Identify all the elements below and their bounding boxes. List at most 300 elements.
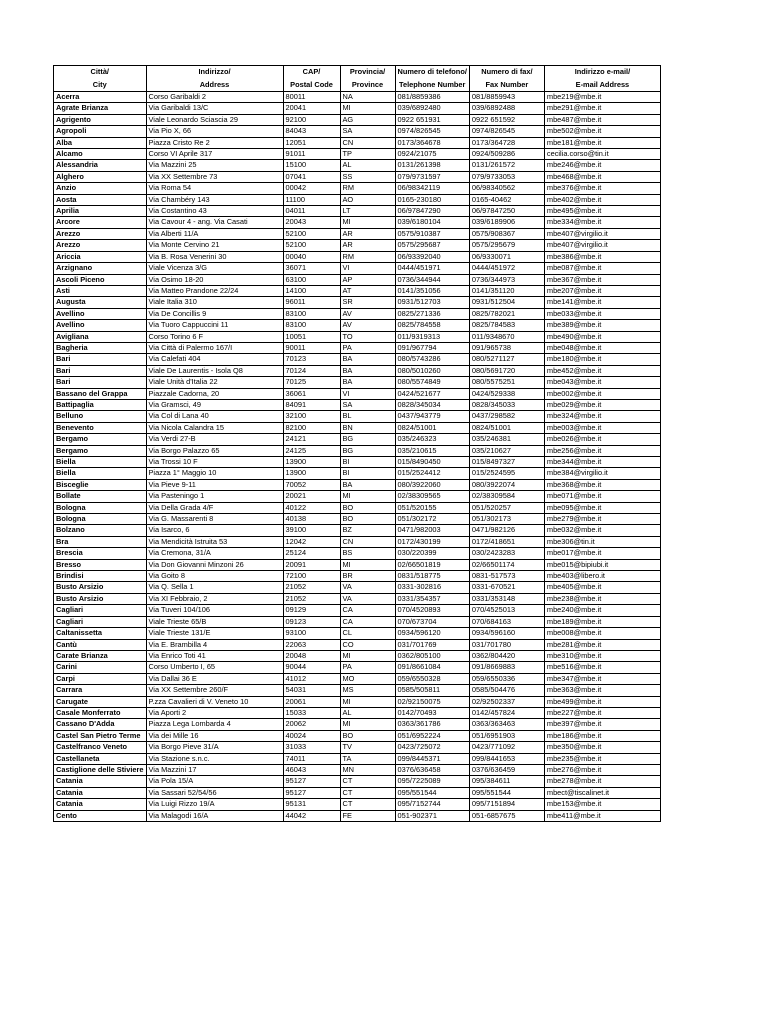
postal-code-cell: 40024 [283,730,340,741]
city-cell: Casale Monferrato [54,707,147,718]
province-cell: SA [340,126,395,137]
postal-code-cell: 70123 [283,354,340,365]
header-province: Provincia/ [340,66,395,79]
telephone-cell: 070/4520893 [395,605,469,616]
province-cell: AV [340,308,395,319]
postal-code-cell: 80011 [283,92,340,103]
address-cell: Via B. Rosa Venerini 30 [146,251,283,262]
postal-code-cell: 09123 [283,616,340,627]
table-row [54,308,661,319]
city-cell: Bra [54,536,147,547]
postal-code-cell: 20041 [283,103,340,114]
email-cell: mbe087@mbe.it [544,263,660,274]
province-cell: AL [340,160,395,171]
province-cell: CA [340,616,395,627]
email-cell: mbe397@mbe.it [544,719,660,730]
fax-cell: 070/684163 [469,616,544,627]
telephone-cell: 079/9731597 [395,171,469,182]
postal-code-cell: 20091 [283,559,340,570]
city-cell: Alghero [54,171,147,182]
province-cell: BI [340,457,395,468]
table-row [54,285,661,296]
city-cell: Catania [54,787,147,798]
province-cell: PA [340,342,395,353]
table-row [54,673,661,684]
postal-code-cell: 44042 [283,810,340,821]
table-row [54,251,661,262]
fax-cell: 0736/344973 [469,274,544,285]
province-cell: MI [340,696,395,707]
address-cell: Via E. Brambilla 4 [146,639,283,650]
table-row [54,571,661,582]
telephone-cell: 02/92150075 [395,696,469,707]
postal-code-cell: 24121 [283,434,340,445]
table-row [54,399,661,410]
postal-code-cell: 72100 [283,571,340,582]
email-cell: mbe291@mbe.it [544,103,660,114]
city-cell: Agrigento [54,114,147,125]
city-cell: Bari [54,365,147,376]
telephone-cell: 0142/70493 [395,707,469,718]
address-cell: Via Monte Cervino 21 [146,240,283,251]
city-cell: Bagheria [54,342,147,353]
fax-cell: 080/3922074 [469,479,544,490]
email-cell: mbe334@mbe.it [544,217,660,228]
province-cell: BG [340,434,395,445]
address-cell: Via Dallai 36 E [146,673,283,684]
telephone-cell: 06/98342119 [395,183,469,194]
postal-code-cell: 83100 [283,320,340,331]
telephone-cell: 0424/521677 [395,388,469,399]
email-cell: mbe276@mbe.it [544,764,660,775]
city-cell: Castelfranco Veneto [54,742,147,753]
province-cell: MI [340,491,395,502]
province-cell: CN [340,536,395,547]
province-cell: CA [340,605,395,616]
province-cell: FE [340,810,395,821]
address-cell: Via Enrico Toti 41 [146,650,283,661]
address-cell: Via XX Settembre 73 [146,171,283,182]
email-cell: mbe516@mbe.it [544,662,660,673]
postal-code-cell: 90011 [283,342,340,353]
address-cell: Via Alberti 11/A [146,228,283,239]
address-cell: Via Mazzini 25 [146,160,283,171]
province-cell: CL [340,628,395,639]
table-row [54,605,661,616]
province-cell: AO [340,194,395,205]
header-postal-code: CAP/ [283,66,340,79]
postal-code-cell: 15100 [283,160,340,171]
telephone-cell: 0165-230180 [395,194,469,205]
email-cell: mbe306@tin.it [544,536,660,547]
email-cell: mbe279@mbe.it [544,514,660,525]
telephone-cell: 0825/784558 [395,320,469,331]
postal-code-cell: 52100 [283,240,340,251]
table-row [54,445,661,456]
address-cell: Via Città di Palermo 167/I [146,342,283,353]
address-cell: Corso Umberto I, 65 [146,662,283,673]
fax-cell: 0173/364728 [469,137,544,148]
email-cell: mbe180@mbe.it [544,354,660,365]
table-row [54,377,661,388]
telephone-cell: 035/210615 [395,445,469,456]
city-cell: Carrara [54,685,147,696]
city-cell: Benevento [54,422,147,433]
address-cell: Via Costantino 43 [146,206,283,217]
telephone-cell: 0172/430199 [395,536,469,547]
email-cell: mbe207@mbe.it [544,285,660,296]
city-cell: Bari [54,354,147,365]
address-cell: Via De Concillis 9 [146,308,283,319]
postal-code-cell: 10051 [283,331,340,342]
table-row [54,582,661,593]
address-cell: Corso Torino 6 F [146,331,283,342]
province-cell: MI [340,650,395,661]
city-cell: Carate Brianza [54,650,147,661]
province-cell: AG [340,114,395,125]
city-cell: Acerra [54,92,147,103]
email-cell: mbe017@mbe.it [544,548,660,559]
address-cell: Via Q. Sella 1 [146,582,283,593]
province-cell: MI [340,103,395,114]
address-cell: Piazza Cristo Re 2 [146,137,283,148]
fax-cell: 0575/295679 [469,240,544,251]
city-cell: Bologna [54,502,147,513]
fax-cell: 035/246381 [469,434,544,445]
postal-code-cell: 20061 [283,696,340,707]
city-cell: Aprilia [54,206,147,217]
fax-cell: 080/5575251 [469,377,544,388]
postal-code-cell: 20043 [283,217,340,228]
fax-cell: 039/6892488 [469,103,544,114]
province-cell: BI [340,468,395,479]
telephone-cell: 035/246323 [395,434,469,445]
address-cell: Via Aporti 2 [146,707,283,718]
telephone-cell: 080/5010260 [395,365,469,376]
address-cell: Via Tuveri 104/106 [146,605,283,616]
fax-cell: 015/2524595 [469,468,544,479]
address-cell: Via Sassari 52/54/56 [146,787,283,798]
fax-cell: 0922 651592 [469,114,544,125]
telephone-cell: 011/9319313 [395,331,469,342]
email-cell: mbe189@mbe.it [544,616,660,627]
province-cell: VA [340,593,395,604]
fax-cell: 080/5691720 [469,365,544,376]
address-cell: Via Garibaldi 13/C [146,103,283,114]
fax-cell: 0331-670521 [469,582,544,593]
city-cell: Bassano del Grappa [54,388,147,399]
telephone-cell: 0831/518775 [395,571,469,582]
province-cell: BO [340,730,395,741]
email-cell: mbect@tiscalinet.it [544,787,660,798]
email-cell: mbe281@mbe.it [544,639,660,650]
fax-cell: 0471/982126 [469,525,544,536]
fax-cell: 0131/261572 [469,160,544,171]
table-row [54,639,661,650]
province-cell: AR [340,228,395,239]
telephone-cell: 095/7225089 [395,776,469,787]
city-cell: Brescia [54,548,147,559]
province-cell: CN [340,137,395,148]
province-cell: BA [340,365,395,376]
address-cell: Piazza 1° Maggio 10 [146,468,283,479]
table-row [54,217,661,228]
email-cell: mbe026@mbe.it [544,434,660,445]
email-cell: mbe256@mbe.it [544,445,660,456]
telephone-cell: 0924/21075 [395,149,469,160]
city-cell: Carini [54,662,147,673]
fax-cell: 099/8441653 [469,753,544,764]
province-cell: MS [340,685,395,696]
postal-code-cell: 84091 [283,399,340,410]
email-cell: mbe153@mbe.it [544,799,660,810]
postal-code-cell: 20062 [283,719,340,730]
city-cell: Alcamo [54,149,147,160]
table-row [54,719,661,730]
telephone-cell: 0931/512703 [395,297,469,308]
postal-code-cell: 63100 [283,274,340,285]
fax-cell: 031/701780 [469,639,544,650]
fax-cell: 0424/529338 [469,388,544,399]
email-cell: mbe403@libero.it [544,571,660,582]
email-cell: mbe452@mbe.it [544,365,660,376]
postal-code-cell: 46043 [283,764,340,775]
city-cell: Asti [54,285,147,296]
telephone-cell: 0331-302816 [395,582,469,593]
table-row [54,183,661,194]
email-cell: mbe181@mbe.it [544,137,660,148]
fax-cell: 051/520257 [469,502,544,513]
city-cell: Battipaglia [54,399,147,410]
postal-code-cell: 92100 [283,114,340,125]
telephone-cell: 091/8661084 [395,662,469,673]
address-cell: Via Gramsci, 49 [146,399,283,410]
table-row [54,559,661,570]
city-cell: Cagliari [54,605,147,616]
address-cell: Viale Trieste 131/E [146,628,283,639]
address-cell: Viale Vicenza 3/G [146,263,283,274]
province-cell: MI [340,719,395,730]
province-cell: NA [340,92,395,103]
table-row [54,799,661,810]
table-row [54,707,661,718]
email-cell: mbe227@mbe.it [544,707,660,718]
email-cell: mbe235@mbe.it [544,753,660,764]
postal-code-cell: 00042 [283,183,340,194]
email-cell: mbe490@mbe.it [544,331,660,342]
telephone-cell: 0575/910387 [395,228,469,239]
postal-code-cell: 70052 [283,479,340,490]
email-cell: mbe029@mbe.it [544,399,660,410]
table-row [54,810,661,821]
table-row [54,240,661,251]
city-cell: Arezzo [54,228,147,239]
telephone-cell: 051-902371 [395,810,469,821]
table-row [54,137,661,148]
telephone-cell: 0362/805100 [395,650,469,661]
header-address-en: Address [146,79,283,92]
province-cell: BN [340,422,395,433]
fax-cell: 091/965738 [469,342,544,353]
telephone-cell: 059/6550328 [395,673,469,684]
postal-code-cell: 15033 [283,707,340,718]
email-cell: mbe246@mbe.it [544,160,660,171]
province-cell: TP [340,149,395,160]
email-cell: mbe405@mbe.it [544,582,660,593]
table-row [54,434,661,445]
telephone-cell: 051/520155 [395,502,469,513]
email-cell: mbe407@virgilio.it [544,228,660,239]
email-cell: mbe095@mbe.it [544,502,660,513]
telephone-cell: 02/66501819 [395,559,469,570]
fax-cell: 0831-517573 [469,571,544,582]
email-cell: mbe002@mbe.it [544,388,660,399]
table-row [54,194,661,205]
postal-code-cell: 24125 [283,445,340,456]
city-cell: Ariccia [54,251,147,262]
email-cell: mbe487@mbe.it [544,114,660,125]
province-cell: MI [340,559,395,570]
address-cell: Via Calefati 404 [146,354,283,365]
province-cell: BS [340,548,395,559]
province-cell: CT [340,799,395,810]
email-cell: mbe468@mbe.it [544,171,660,182]
fax-cell: 0575/908367 [469,228,544,239]
postal-code-cell: 13900 [283,457,340,468]
table-row [54,536,661,547]
province-cell: MI [340,217,395,228]
table-row [54,103,661,114]
postal-code-cell: 95127 [283,776,340,787]
telephone-cell: 015/2524412 [395,468,469,479]
province-cell: MO [340,673,395,684]
fax-cell: 0331/353148 [469,593,544,604]
fax-cell: 095/551544 [469,787,544,798]
address-cell: Viale Italia 310 [146,297,283,308]
fax-cell: 051/6951903 [469,730,544,741]
email-cell: mbe048@mbe.it [544,342,660,353]
telephone-cell: 080/5574849 [395,377,469,388]
address-cell: Via Verdi 27-B [146,434,283,445]
address-cell: Via Cremona, 31/A [146,548,283,559]
postal-code-cell: 93100 [283,628,340,639]
directory-table [53,65,661,822]
postal-code-cell: 31033 [283,742,340,753]
telephone-cell: 06/93392040 [395,251,469,262]
city-cell: Augusta [54,297,147,308]
header-telephone-en: Telephone Number [395,79,469,92]
address-cell: Via Don Giovanni Minzoni 26 [146,559,283,570]
province-cell: AV [340,320,395,331]
address-cell: Via Tuoro Cappuccini 11 [146,320,283,331]
address-cell: Via Mazzini 17 [146,764,283,775]
province-cell: VI [340,388,395,399]
telephone-cell: 0824/51001 [395,422,469,433]
postal-code-cell: 95127 [283,787,340,798]
fax-cell: 0825/782021 [469,308,544,319]
telephone-cell: 080/5743286 [395,354,469,365]
telephone-cell: 0828/345034 [395,399,469,410]
table-row [54,92,661,103]
telephone-cell: 0444/451971 [395,263,469,274]
table-row [54,263,661,274]
directory-sheet [53,65,661,822]
header-city-en: City [54,79,147,92]
city-cell: Bari [54,377,147,388]
fax-cell: 059/6550336 [469,673,544,684]
table-row [54,411,661,422]
province-cell: SR [340,297,395,308]
table-row [54,160,661,171]
city-cell: Anzio [54,183,147,194]
table-row [54,365,661,376]
telephone-cell: 0423/725072 [395,742,469,753]
telephone-cell: 0922 651931 [395,114,469,125]
table-row [54,388,661,399]
table-row [54,776,661,787]
address-cell: Via Pola 15/A [146,776,283,787]
city-cell: Busto Arsizio [54,582,147,593]
telephone-cell: 0131/261398 [395,160,469,171]
city-cell: Cassano D'Adda [54,719,147,730]
fax-cell: 030/2423283 [469,548,544,559]
city-cell: Belluno [54,411,147,422]
city-cell: Alba [54,137,147,148]
header-fax-en: Fax Number [469,79,544,92]
city-cell: Bergamo [54,434,147,445]
table-row [54,228,661,239]
address-cell: Via Chambéry 143 [146,194,283,205]
fax-cell: 0934/596160 [469,628,544,639]
postal-code-cell: 07041 [283,171,340,182]
postal-code-cell: 21052 [283,582,340,593]
fax-cell: 039/6189906 [469,217,544,228]
address-cell: Piazza Lega Lombarda 4 [146,719,283,730]
province-cell: VA [340,582,395,593]
table-row [54,422,661,433]
city-cell: Arzignano [54,263,147,274]
fax-cell: 070/4525013 [469,605,544,616]
postal-code-cell: 36071 [283,263,340,274]
address-cell: Corso Garibaldi 2 [146,92,283,103]
email-cell: mbe402@mbe.it [544,194,660,205]
fax-cell: 02/92502337 [469,696,544,707]
header-email: Indirizzo e-mail/ [544,66,660,79]
postal-code-cell: 36061 [283,388,340,399]
table-row [54,297,661,308]
telephone-cell: 051/6952224 [395,730,469,741]
province-cell: RM [340,183,395,194]
postal-code-cell: 70124 [283,365,340,376]
address-cell: Via Roma 54 [146,183,283,194]
fax-cell: 0423/771092 [469,742,544,753]
table-row [54,548,661,559]
telephone-cell: 0173/364678 [395,137,469,148]
email-cell: mbe003@mbe.it [544,422,660,433]
province-cell: BL [340,411,395,422]
fax-cell: 081/8859943 [469,92,544,103]
table-row [54,514,661,525]
city-cell: Ascoli Piceno [54,274,147,285]
table-row [54,126,661,137]
postal-code-cell: 54031 [283,685,340,696]
telephone-cell: 095/551544 [395,787,469,798]
telephone-cell: 0585/505811 [395,685,469,696]
telephone-cell: 0934/596120 [395,628,469,639]
city-cell: Biella [54,457,147,468]
postal-code-cell: 20021 [283,491,340,502]
province-cell: RM [340,251,395,262]
